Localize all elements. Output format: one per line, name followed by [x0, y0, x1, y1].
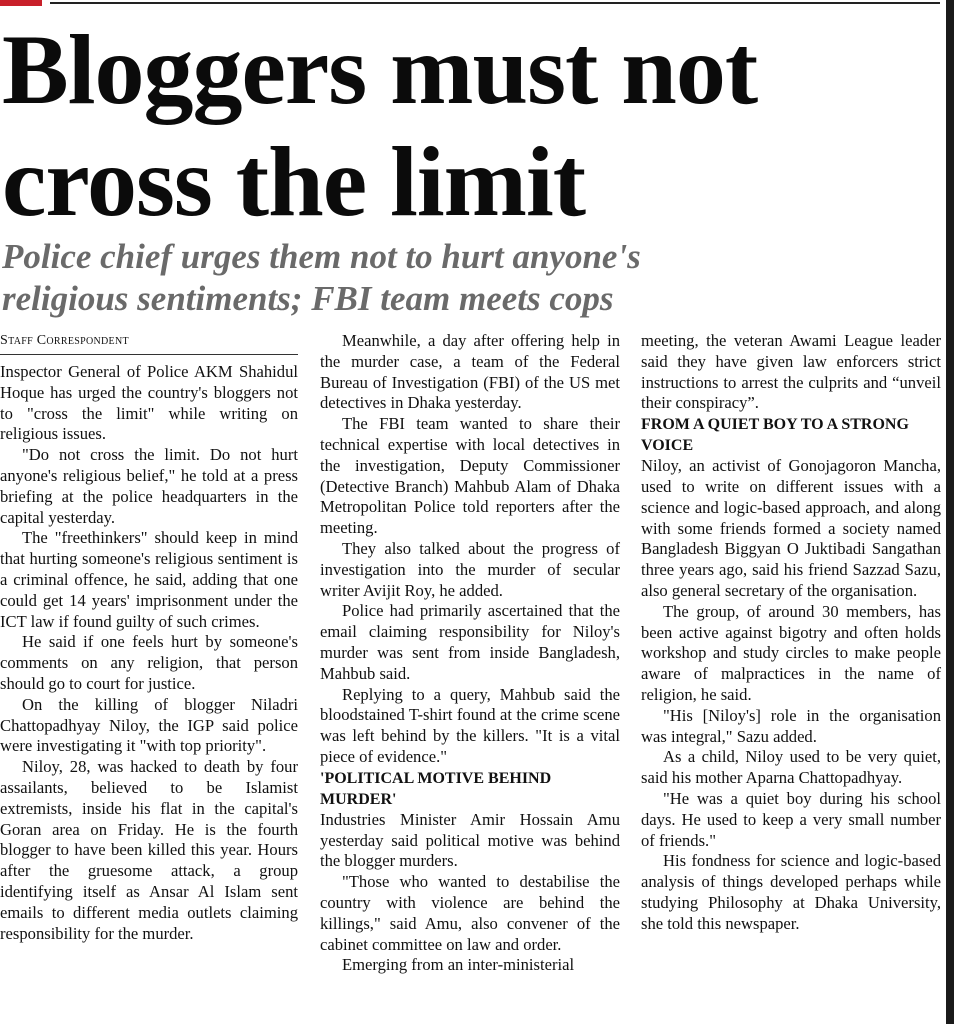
subheadline [2, 236, 932, 320]
subheadline-line-1: Police chief urges them not to hurt anyone's [2, 237, 641, 276]
byline: Staff Correspondent [0, 331, 298, 355]
article-column-3 [641, 331, 941, 935]
paragraph: Niloy, an activist of Gonojagoron Mancha, used to write on different issues with a science and logic-based approach, and along with some friends formed a society named Bangladesh Biggyan O Juktibadi Sangathan three years ago, said his friend Sazzad Sazu, also general secretary of the organisation. [641, 456, 941, 600]
paragraph: Meanwhile, a day after offering help in the murder case, a team of the Federal Bureau of Investigation (FBI) of the US met detectives in Dhaka yesterday. [320, 331, 620, 413]
paragraph: "His [Niloy's] role in the organisation was integral," Sazu added. [641, 705, 941, 746]
paragraph: Replying to a query, Mahbub said the bloodstained T-shirt found at the crime scene was left behind by the killers. "It is a vital piece of evidence." [320, 684, 620, 766]
paragraph: They also talked about the progress of investigation into the murder of secular writer Avijit Roy, he added. [320, 538, 620, 600]
subheadline-line-2: religious sentiments; FBI team meets cops [2, 279, 614, 318]
paragraph: meeting, the veteran Awami League leader said they have given law enforcers strict instructions to arrest the culprits and “unveil their conspiracy”. [641, 331, 941, 413]
headline-line-2: cross the limit [2, 126, 586, 237]
paragraph: "Those who wanted to destabilise the country with violence are behind the killings," said Amu, also convener of the cabinet committee on law and order. [320, 872, 620, 954]
paragraph: On the killing of blogger Niladri Chattopadhyay Niloy, the IGP said police were investigating it "with top priority". [0, 694, 298, 756]
paragraph: The FBI team wanted to share their technical expertise with local detectives in the investigation, Deputy Commissioner (Detective Branch) Mahbub Alam of Dhaka Metropolitan Police told reporters after the meeting. [320, 414, 620, 538]
paragraph: "He was a quiet boy during his school days. He used to keep a very small number of friends." [641, 788, 941, 850]
article-column-2 [320, 331, 620, 976]
section-color-mark [0, 0, 42, 6]
paragraph: He said if one feels hurt by someone's comments on any religion, that person should go to court for justice. [0, 632, 298, 693]
paragraph: Industries Minister Amir Hossain Amu yesterday said political motive was behind the blogger murders. [320, 809, 620, 871]
top-rule [50, 2, 940, 4]
paragraph: The "freethinkers" should keep in mind that hurting someone's religious sentiment is a criminal offence, he said, adding that one could get 14 years' imprisonment under the ICT law if found guilty of such crimes. [0, 528, 298, 631]
headline [2, 14, 932, 238]
headline-line-1: Bloggers must not [2, 14, 758, 125]
paragraph: Emerging from an inter-ministerial [342, 955, 575, 975]
article-column-1 [0, 331, 298, 944]
section-subhead-political-motive: 'POLITICAL MOTIVE BEHIND MURDER' [320, 769, 552, 808]
paragraph: "Do not cross the limit. Do not hurt anyone's religious belief," he told at a press briefing at the police headquarters in the capital yesterday. [0, 445, 298, 527]
page-edge [946, 0, 954, 1024]
paragraph: As a child, Niloy used to be very quiet, said his mother Aparna Chattopadhyay. [641, 747, 941, 788]
paragraph: His fondness for science and logic-based analysis of things developed perhaps while studying Philosophy at Dhaka University, she told this newspaper. [641, 851, 941, 933]
section-subhead-quiet-boy: FROM A QUIET BOY TO A STRONG VOICE [641, 416, 909, 455]
paragraph: The group, of around 30 members, has been active against bigotry and often holds workshop and study circles to make people aware of malpractices in the name of religion, he said. [641, 601, 941, 704]
paragraph: Niloy, 28, was hacked to death by four assailants, believed to be Islamist extremists, inside his flat in the capital's Goran area on Friday. He is the fourth blogger to have been killed this year. Hours after the gruesome attack, a group identifying itself as Ansar Al Islam sent emails to different media outlets claiming responsibility for the murder. [0, 757, 298, 943]
paragraph: Police had primarily ascertained that the email claiming responsibility for Niloy's murder was sent from inside Bangladesh, Mahbub said. [320, 601, 620, 683]
paragraph: Inspector General of Police AKM Shahidul Hoque has urged the country's bloggers not to "cross the limit" while writing on religious issues. [0, 362, 298, 444]
